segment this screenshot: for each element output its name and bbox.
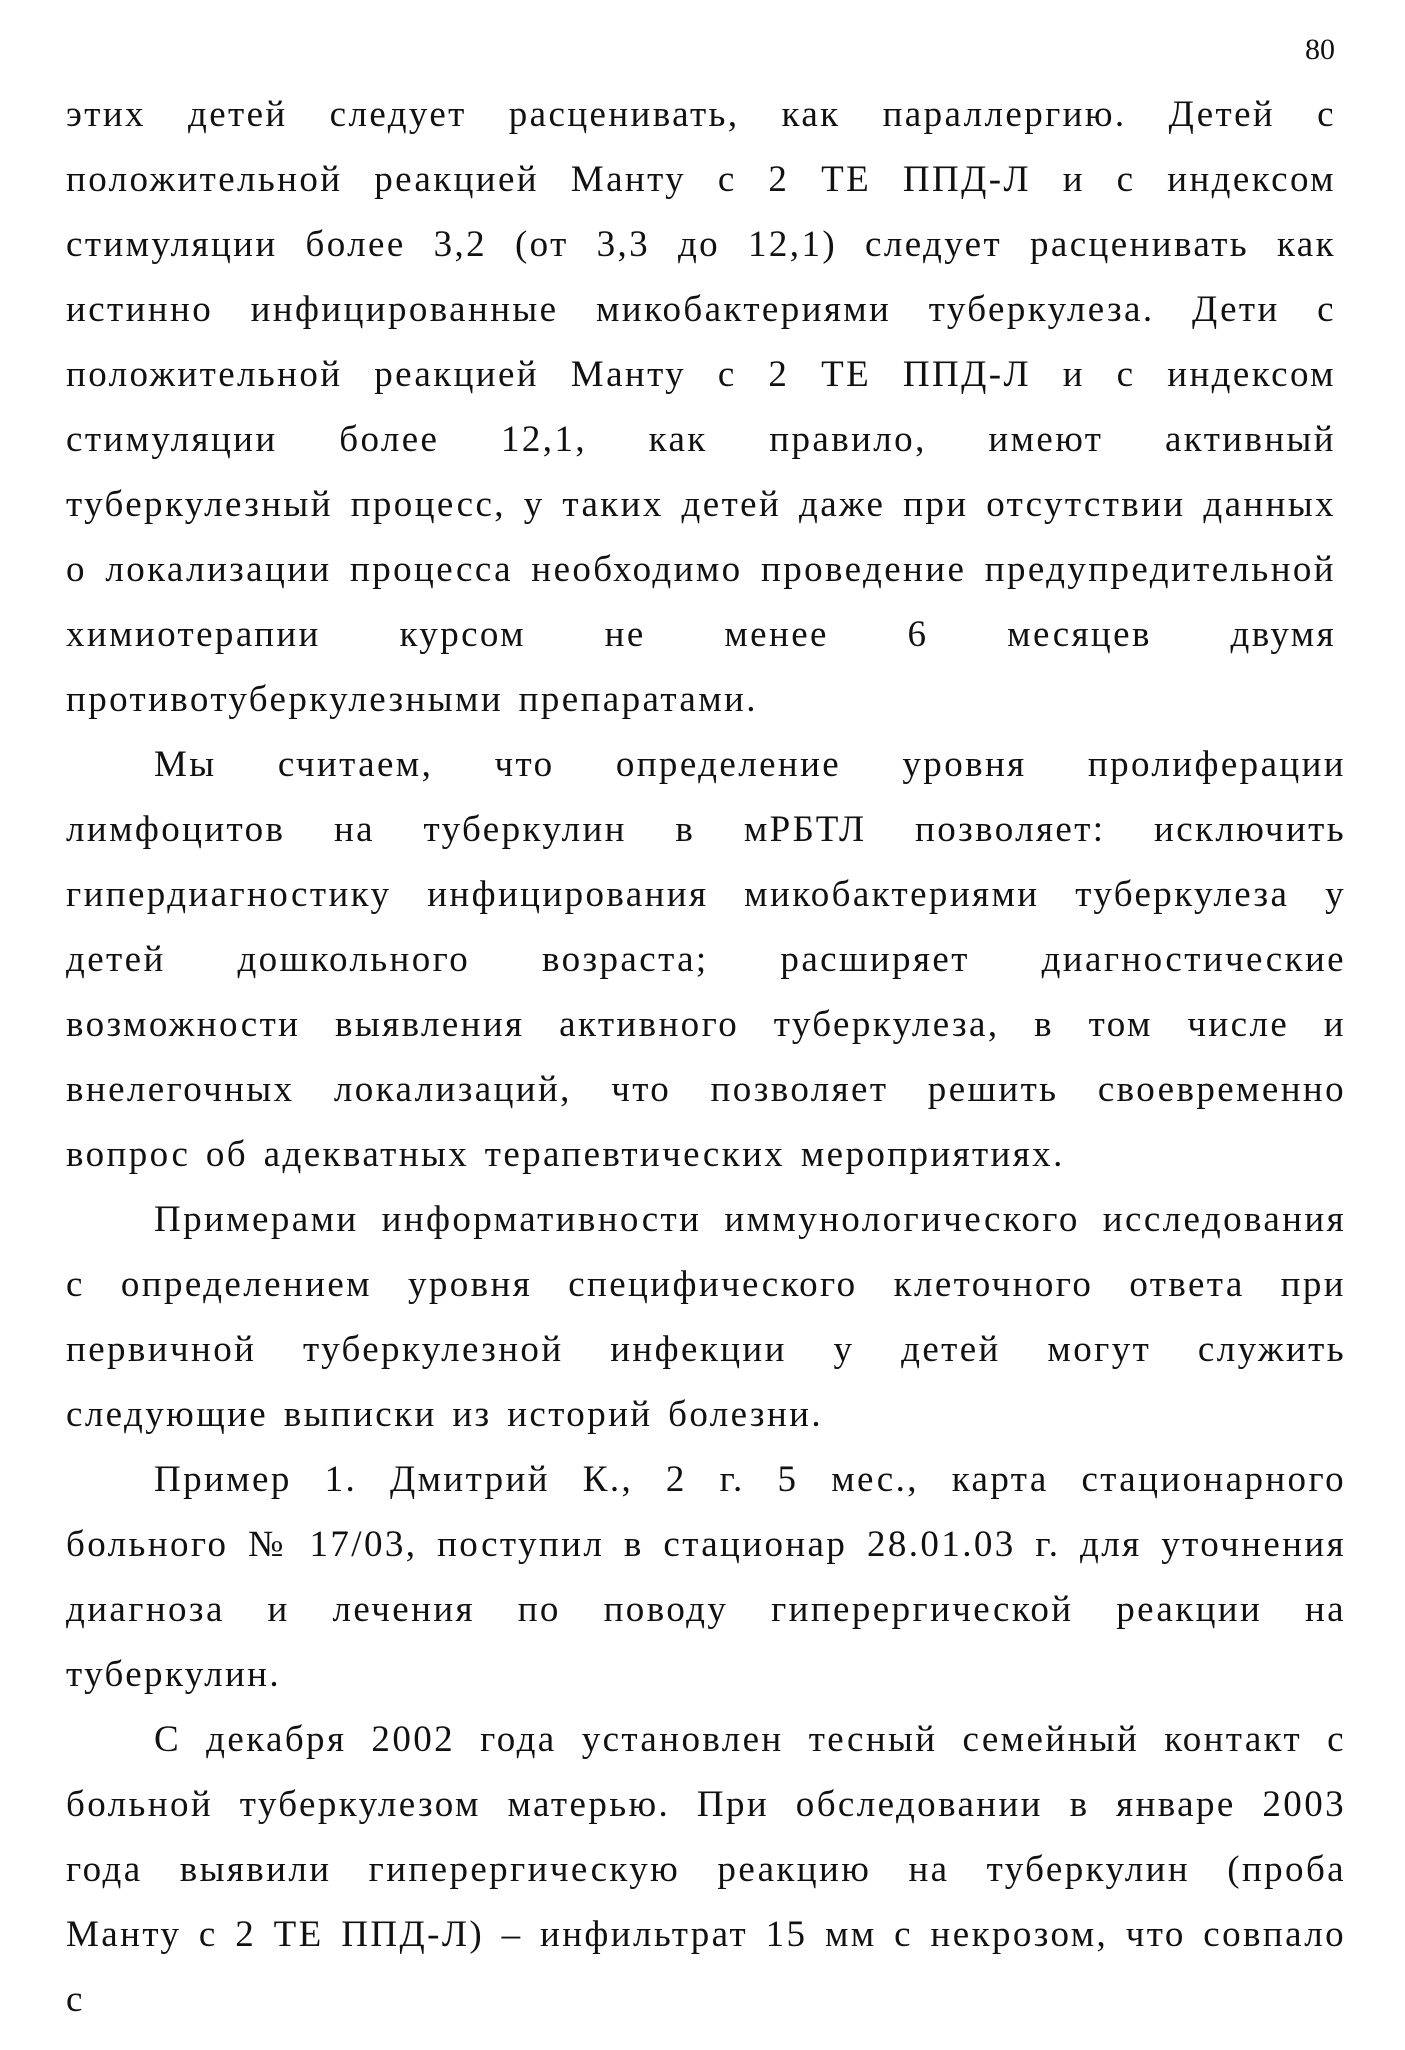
paragraph-example-1: Пример 1. Дмитрий К., 2 г. 5 мес., карта стационарного больного № 17/03, поступил в стационар 28.01.03 г. для уточнения диагноза и лечения по поводу гиперергической реакции на туберкулин. [66,1459,1346,1695]
paragraph-examples-intro: Примерами информативности иммунологического исследования с определением уровня специфического клеточного ответа при первичной туберкулезной инфекции у детей могут служить следующие выписки из историй болезни. [66,1199,1346,1435]
page-number: 80 [1305,33,1335,66]
page-body [66,82,1346,2032]
paragraph-parallergy-conclusion: этих детей следует расценивать, как параллергию. Детей с положительной реакцией Манту с 2 ТЕ ППД-Л и с индексом стимуляции более 3,2 (от 3,3 до 12,1) следует расценивать как истинно инфицированные микобактериями туберкулеза. Дети с положительной реакцией Манту с 2 ТЕ ППД-Л и с индексом стимуляции более 12,1, как правило, имеют активный туберкулезный процесс, у таких детей даже при отсутствии данных о локализации процесса необходимо проведение предупредительной химиотерапии курсом не менее 6 месяцев двумя противотуберкулезными препаратами. [66,94,1336,720]
paragraph-family-contact: С декабря 2002 года установлен тесный семейный контакт с больной туберкулезом матерью. При обследовании в январе 2003 года выявили гиперергическую реакцию на туберкулин (проба Манту с 2 ТЕ ППД-Л) – инфильтрат 15 мм с некрозом, что совпало с [66,1719,1346,2020]
paragraph-mrbtl-benefits: Мы считаем, что определение уровня пролиферации лимфоцитов на туберкулин в мРБТЛ позволяет: исключить гипердиагностику инфицирования микобактериями туберкулеза у детей дошкольного возраста; расширяет диагностические возможности выявления активного туберкулеза, в том числе и внелегочных локализаций, что позволяет решить своевременно вопрос об адекватных терапевтических мероприятиях. [66,744,1346,1175]
